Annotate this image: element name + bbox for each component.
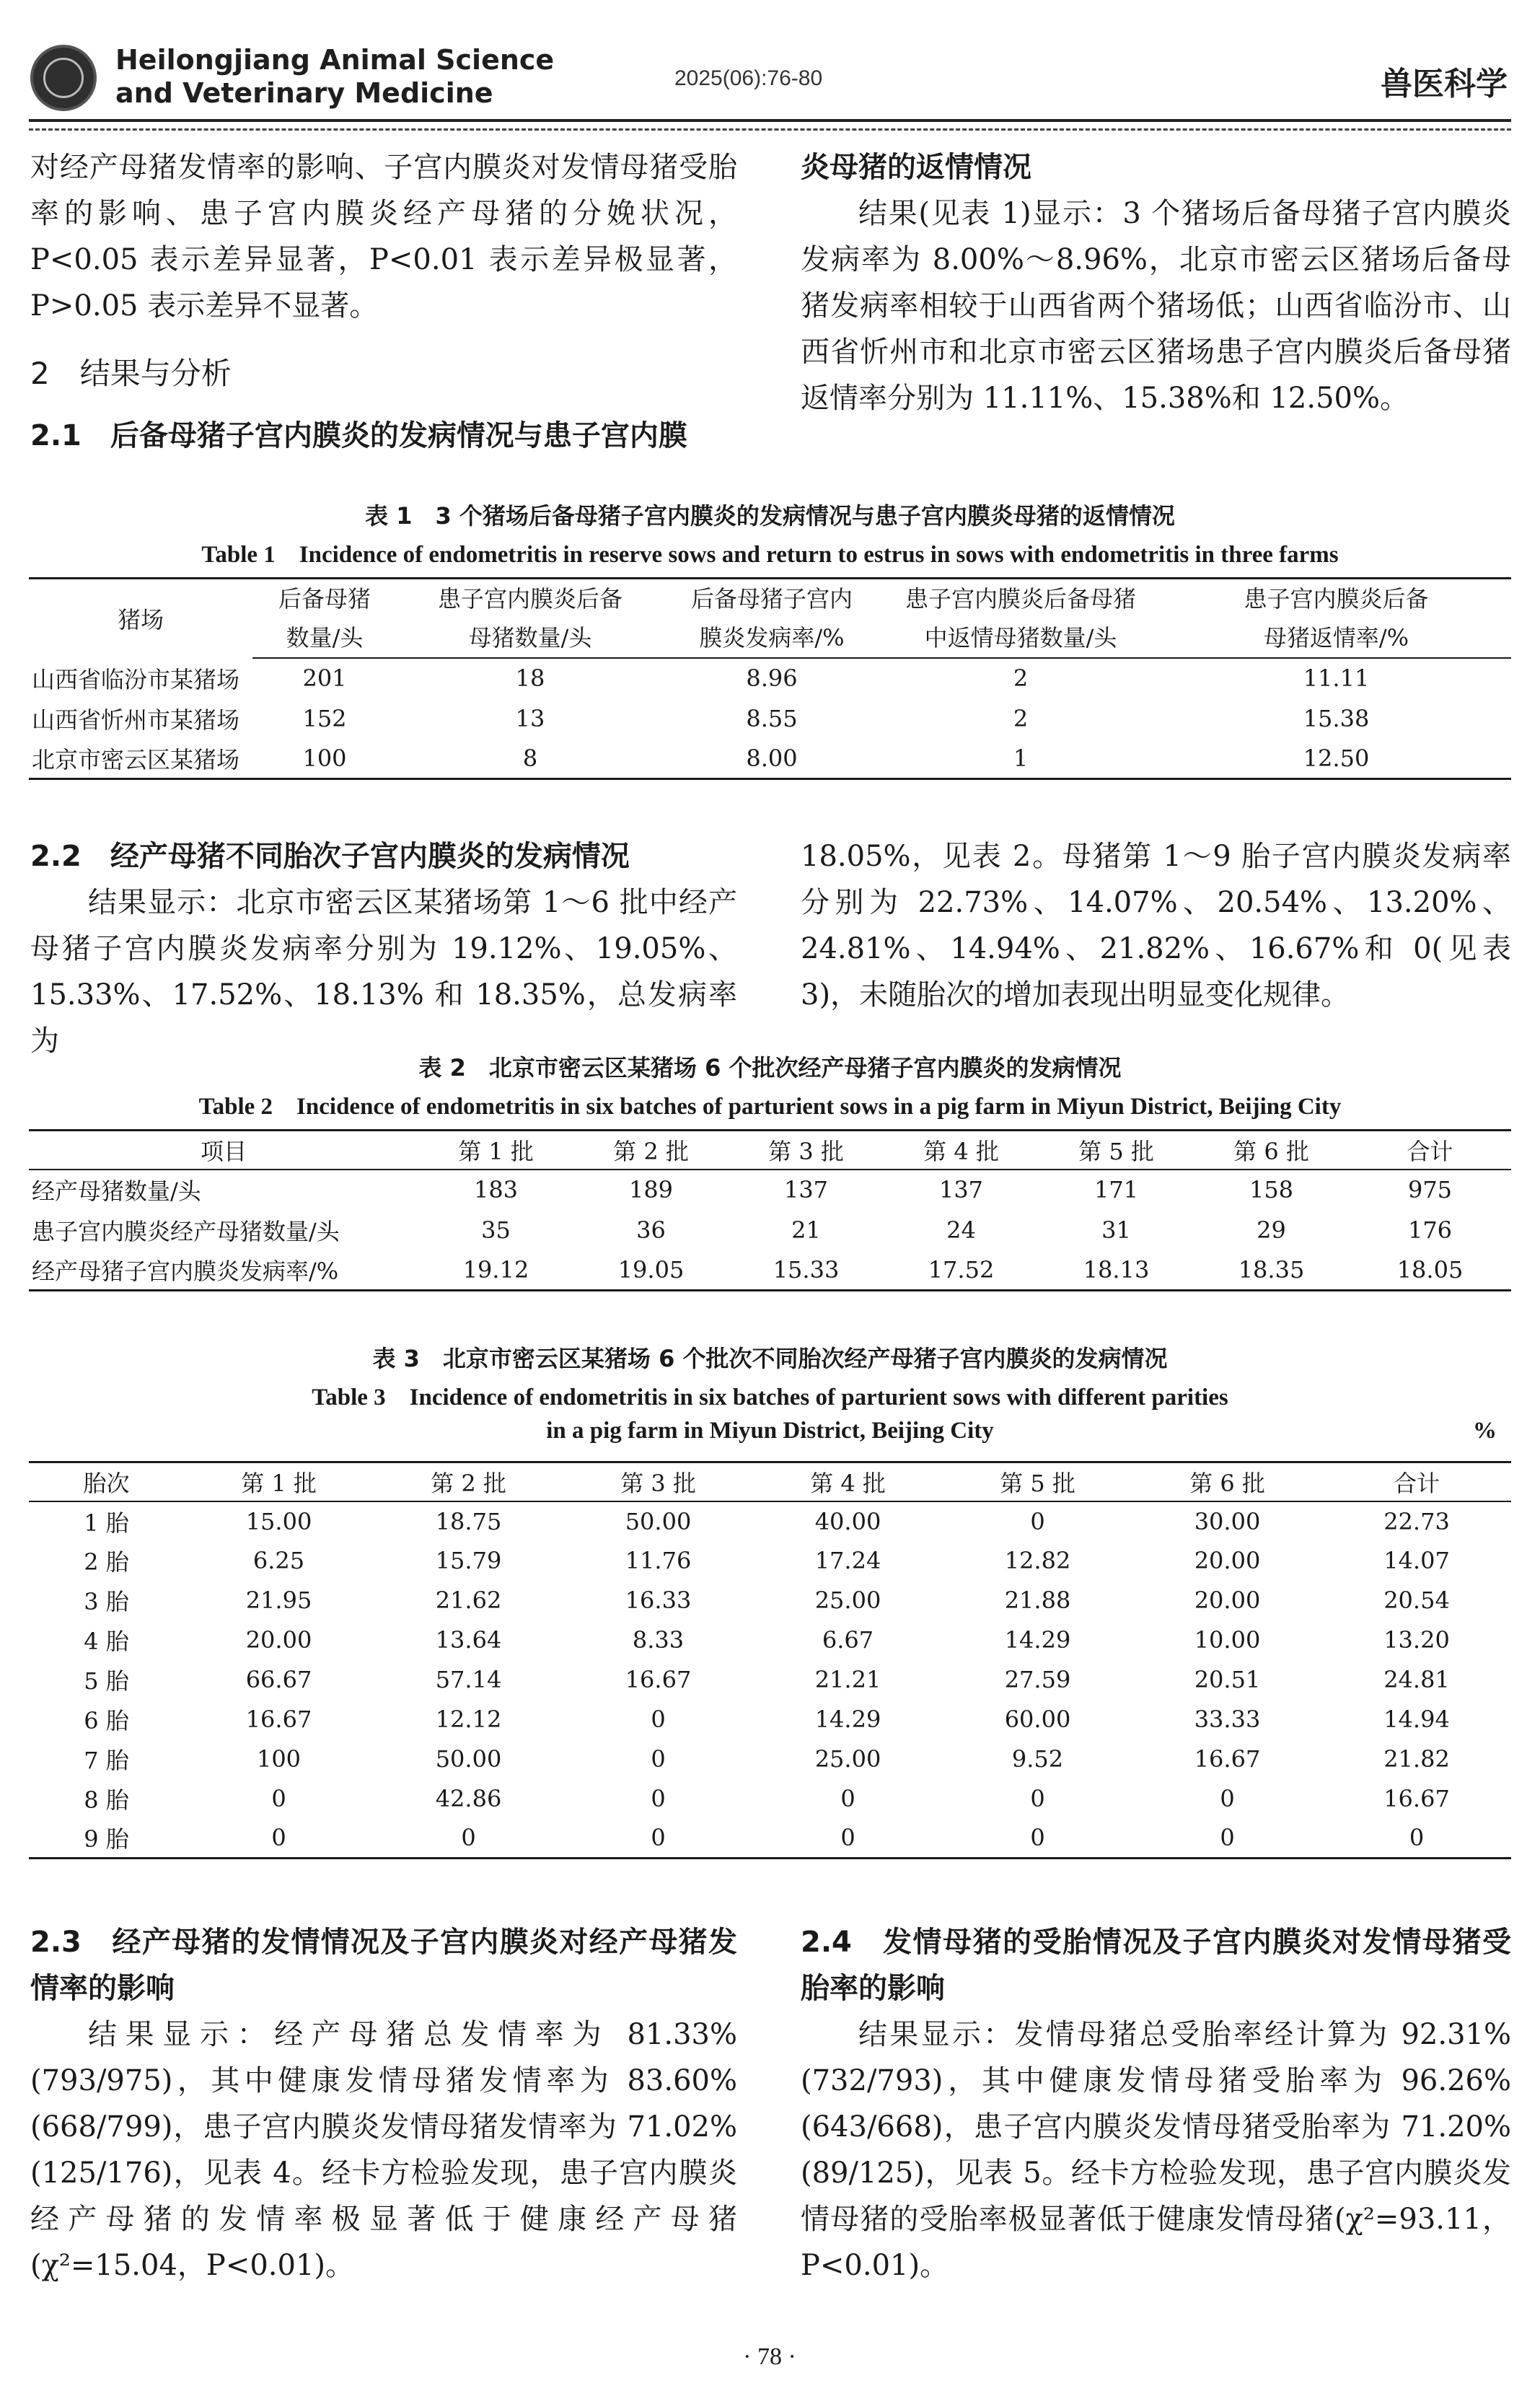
table3-value-cell: 22.73 [1383, 1507, 1450, 1535]
table3-head: 第 6 批 [1132, 1462, 1322, 1501]
table3-value-cell: 9.52 [1011, 1745, 1064, 1773]
table3-value-cell: 0 [461, 1824, 476, 1852]
table1-head: 患子宫内膜炎后备 [437, 585, 622, 613]
table3-value-cell: 21.21 [814, 1666, 881, 1693]
table3-value-cell: 14.29 [1004, 1626, 1071, 1654]
table3-value-cell: 21.88 [1004, 1587, 1071, 1614]
table3-value-cell: 60.00 [1004, 1706, 1071, 1733]
section-tag: 兽医科学 [1381, 66, 1508, 102]
table3-value-cell: 18.75 [435, 1507, 502, 1535]
table1-caption-cn: 表 1 3 个猪场后备母猪子宫内膜炎的发病情况与患子宫内膜炎母猪的返情情况 [365, 502, 1175, 530]
table3-head: 合计 [1322, 1462, 1511, 1501]
table3-value-cell: 57.14 [435, 1666, 502, 1693]
table3-value-cell: 21.82 [1383, 1745, 1450, 1773]
journal-name: Heilongjiang Animal Science and Veterinary Medicine [115, 44, 555, 109]
table3-value-cell: 12.12 [435, 1706, 502, 1733]
table2-head: 第 3 批 [729, 1131, 884, 1170]
table2-head: 第 6 批 [1194, 1131, 1349, 1170]
right-column-mid [801, 833, 1511, 1018]
paragraph-2-1: 结果(见表 1)显示：3 个猪场后备母猪子宫内膜炎发病率为 8.00%～8.96%，北京市密云区猪场后备母猪发病率相较于山西省两个猪场低；山西省临汾市、山西省忻州市和北京市密云区猪场患子宫内膜炎后备母猪返情率分别为 11.11%、15.38%和 12.50%。 [801, 197, 1511, 415]
table-row [29, 1700, 1511, 1739]
table3-value-cell: 16.67 [1383, 1785, 1450, 1812]
table-row [29, 1501, 1511, 1541]
paragraph-2-4: 结果显示：发情母猪总受胎率经计算为 92.31%(732/793)，其中健康发情母猪受胎率为 96.26%(643/668)，患子宫内膜炎发情母猪受胎率为 71.20%(89/125)，见表 5。经卡方检验发现，患子宫内膜炎发情母猪的受胎率极显著低于健康发情母猪(χ²=93.11，P<0.01)。 [801, 2018, 1511, 2282]
table3-value-cell: 14.94 [1383, 1706, 1450, 1733]
table1-head: 患子宫内膜炎后备 [1244, 585, 1429, 613]
table2-head: 第 5 批 [1039, 1131, 1194, 1170]
table1-head: 母猪返情率/% [1161, 616, 1511, 658]
left-column-bottom [30, 1919, 737, 2289]
left-column-top [30, 144, 737, 459]
table-row [29, 1779, 1511, 1819]
table3-value-cell: 14.29 [814, 1706, 881, 1733]
table-row [29, 1541, 1511, 1581]
table3-value-cell: 20.00 [1194, 1547, 1261, 1574]
table3-head: 胎次 [29, 1462, 184, 1501]
table3-value-cell: 13.20 [1383, 1626, 1450, 1654]
table1 [29, 577, 1511, 780]
table3-value-cell: 66.67 [245, 1666, 312, 1693]
table3-value-cell: 14.07 [1383, 1547, 1450, 1574]
table2-caption-en: Table 2 Incidence of endometritis in six batches of parturient sows in a pig farm in Miyun District, Beijing City [198, 1094, 1342, 1120]
table3-value-cell: 0 [271, 1824, 286, 1852]
table3-value-cell: 0 [1409, 1824, 1425, 1852]
table1-head: 患子宫内膜炎后备母猪 [905, 585, 1136, 613]
table3-value-cell: 100 [256, 1745, 302, 1773]
table3-value-cell: 25.00 [814, 1745, 881, 1773]
table-row: 北京市密云区某猪场 100 8 8.00 1 12.50 [32, 744, 1370, 773]
table3-value-cell: 0 [651, 1824, 666, 1852]
table3-head: 第 4 批 [753, 1462, 943, 1501]
table3-value-cell: 0 [651, 1785, 666, 1812]
table3-value-cell: 20.54 [1383, 1587, 1450, 1614]
table3-value-cell: 50.00 [435, 1745, 502, 1773]
table3-value-cell: 0 [1220, 1785, 1235, 1812]
table3-value-cell: 11.76 [625, 1547, 692, 1574]
section-2-1-title: 2.1 后备母猪子宫内膜炎的发病情况与患子宫内膜 [30, 419, 687, 452]
table3-value-cell: 0 [1030, 1824, 1045, 1852]
table3-body [29, 1501, 1511, 1859]
header-dash-rule [29, 128, 1511, 131]
table3-value-cell: 0 [840, 1824, 855, 1852]
table-row [29, 1819, 1511, 1859]
section-2-4-title: 2.4 发情母猪的受胎情况及子宫内膜炎对发情母猪受胎率的影响 [801, 1926, 1511, 2005]
right-column-top [801, 144, 1511, 421]
table3-parity-cell: 8 胎 [84, 1786, 129, 1814]
table3-value-cell: 20.51 [1194, 1666, 1261, 1693]
table3-value-cell: 6.67 [822, 1626, 874, 1654]
table-row [29, 1581, 1511, 1620]
table1-caption-en: Table 1 Incidence of endometritis in reserve sows and return to estrus in sows with endometritis in three farms [201, 542, 1339, 568]
table3-value-cell: 16.67 [245, 1706, 312, 1733]
table3-unit: % [1473, 1418, 1497, 1444]
section-2-3-title: 2.3 经产母猪的发情情况及子宫内膜炎对经产母猪发情率的影响 [30, 1926, 737, 2005]
table3-value-cell: 0 [840, 1785, 855, 1812]
table2-head: 第 2 批 [573, 1131, 729, 1170]
table2-caption-cn: 表 2 北京市密云区某猪场 6 个批次经产母猪子宫内膜炎的发病情况 [418, 1054, 1122, 1082]
table2-head: 第 4 批 [884, 1131, 1039, 1170]
table3-value-cell: 0 [271, 1785, 286, 1812]
section-2-title: 2 结果与分析 [30, 356, 232, 391]
table3-value-cell: 40.00 [814, 1507, 881, 1535]
table2-head: 合计 [1349, 1131, 1511, 1170]
paragraph-2-2: 结果显示：北京市密云区某猪场第 1～6 批中经产母猪子宫内膜炎发病率分别为 19.12%、19.05%、15.33%、17.52%、18.13% 和 18.35%，总发病率为 [30, 886, 737, 1058]
table-row [29, 1620, 1511, 1660]
table3-value-cell: 15.00 [245, 1507, 312, 1535]
table3-parity-cell: 9 胎 [84, 1825, 129, 1853]
table3-parity-cell: 3 胎 [84, 1588, 129, 1615]
table3-head: 第 1 批 [184, 1462, 374, 1501]
table3-value-cell: 8.33 [632, 1626, 685, 1654]
table1-head: 中返情母猪数量/头 [880, 616, 1161, 658]
table3-value-cell: 0 [1030, 1507, 1045, 1535]
table3-value-cell: 21.62 [435, 1587, 502, 1614]
table3-head: 第 3 批 [563, 1462, 753, 1501]
issue-info: 2025(06):76-80 [674, 66, 823, 90]
table3-caption-en-1: Table 3 Incidence of endometritis in six batches of parturient sows with different parities [312, 1385, 1228, 1411]
table3-value-cell: 17.24 [814, 1547, 881, 1574]
table-row: 山西省忻州市某猪场 152 13 8.55 2 15.38 [32, 704, 1370, 734]
table1-head: 后备母猪 [278, 585, 371, 613]
table3-value-cell: 16.67 [625, 1666, 692, 1693]
table-row: 患子宫内膜炎经产母猪数量/头 35 36 21 24 31 29 176 [32, 1216, 1453, 1245]
table1-head: 膜炎发病率/% [664, 616, 880, 658]
table3-parity-cell: 4 胎 [84, 1628, 129, 1655]
table3-value-cell: 27.59 [1004, 1666, 1071, 1693]
table3-value-cell: 12.82 [1004, 1547, 1071, 1574]
table3-value-cell: 33.33 [1194, 1706, 1261, 1733]
table3-value-cell: 10.00 [1194, 1626, 1261, 1654]
table3-caption-cn: 表 3 北京市密云区某猪场 6 个批次不同胎次经产母猪子宫内膜炎的发病情况 [372, 1345, 1168, 1372]
table3-value-cell: 16.67 [1194, 1745, 1261, 1773]
table3-value-cell: 25.00 [814, 1587, 881, 1614]
table1-head: 数量/头 [252, 616, 397, 658]
table2-head: 项目 [29, 1131, 418, 1170]
header-rule [29, 119, 1511, 122]
paragraph-2-2-cont: 18.05%，见表 2。母猪第 1～9 胎子宫内膜炎发病率分别为 22.73%、14.07%、20.54%、13.20%、24.81%、14.94%、21.82%、16.67%和 0(见表 3)，未随胎次的增加表现出明显变化规律。 [801, 840, 1511, 1012]
section-2-1-title-cont: 炎母猪的返情情况 [801, 151, 1031, 184]
table3-value-cell: 16.33 [625, 1587, 692, 1614]
table3-value-cell: 30.00 [1194, 1507, 1261, 1535]
table3-value-cell: 20.00 [245, 1626, 312, 1654]
table3-caption-en-2: in a pig farm in Miyun District, Beijing City [546, 1418, 994, 1444]
table3-value-cell: 21.95 [245, 1587, 312, 1614]
table3-value-cell: 42.86 [435, 1785, 502, 1812]
table-row [29, 1660, 1511, 1700]
section-2-2-title: 2.2 经产母猪不同胎次子宫内膜炎的发病情况 [30, 840, 630, 873]
table3-value-cell: 0 [651, 1745, 666, 1773]
table3 [29, 1461, 1511, 1859]
journal-logo [30, 45, 97, 111]
table1-head-farm: 猪场 [117, 606, 164, 634]
table3-value-cell: 0 [1220, 1824, 1235, 1852]
paragraph-methods-end: 对经产母猪发情率的影响、子宫内膜炎对发情母猪受胎率的影响、患子宫内膜炎经产母猪的分娩状况，P<0.05 表示差异显著，P<0.01 表示差异极显著，P>0.05 表示差异不显著。 [30, 151, 737, 323]
table3-parity-cell: 5 胎 [84, 1667, 129, 1695]
table3-value-cell: 6.25 [252, 1547, 305, 1574]
table-row: 山西省临汾市某猪场 201 18 8.96 2 11.11 [32, 664, 1370, 693]
table1-head: 后备母猪子宫内 [690, 585, 853, 613]
page-number: · 78 · [743, 2343, 796, 2370]
table2-head: 第 1 批 [418, 1131, 573, 1170]
table3-parity-cell: 2 胎 [84, 1548, 129, 1576]
table3-value-cell: 15.79 [435, 1547, 502, 1574]
table3-value-cell: 13.64 [435, 1626, 502, 1654]
right-column-bottom [801, 1919, 1511, 2289]
paragraph-2-3: 结果显示：经产母猪总发情率为 81.33%(793/975)，其中健康发情母猪发情率为 83.60%(668/799)，患子宫内膜炎发情母猪发情率为 71.02%(125/176)，见表 4。经卡方检验发现，患子宫内膜炎经产母猪的发情率极显著低于健康经产母猪(χ²=15.04，P<0.01)。 [30, 2018, 737, 2282]
table3-parity-cell: 7 胎 [84, 1747, 129, 1774]
table-row: 经产母猪子宫内膜炎发病率/% 19.12 19.05 15.33 17.52 18.13 18.35 18.05 [32, 1255, 1464, 1285]
table3-value-cell: 24.81 [1383, 1666, 1450, 1693]
table-row: 经产母猪数量/头 183 189 137 137 171 158 975 [32, 1176, 1453, 1205]
table3-head: 第 2 批 [374, 1462, 563, 1501]
left-column-mid [30, 833, 737, 1064]
table3-value-cell: 0 [651, 1706, 666, 1733]
table3-value-cell: 0 [1030, 1785, 1045, 1812]
table3-parity-cell: 6 胎 [84, 1707, 129, 1734]
table2 [29, 1129, 1511, 1291]
table3-parity-cell: 1 胎 [84, 1509, 129, 1537]
table3-value-cell: 20.00 [1194, 1587, 1261, 1614]
table3-head: 第 5 批 [943, 1462, 1132, 1501]
table3-value-cell: 50.00 [625, 1507, 692, 1535]
table1-head: 母猪数量/头 [397, 616, 664, 658]
table-row [29, 1739, 1511, 1779]
